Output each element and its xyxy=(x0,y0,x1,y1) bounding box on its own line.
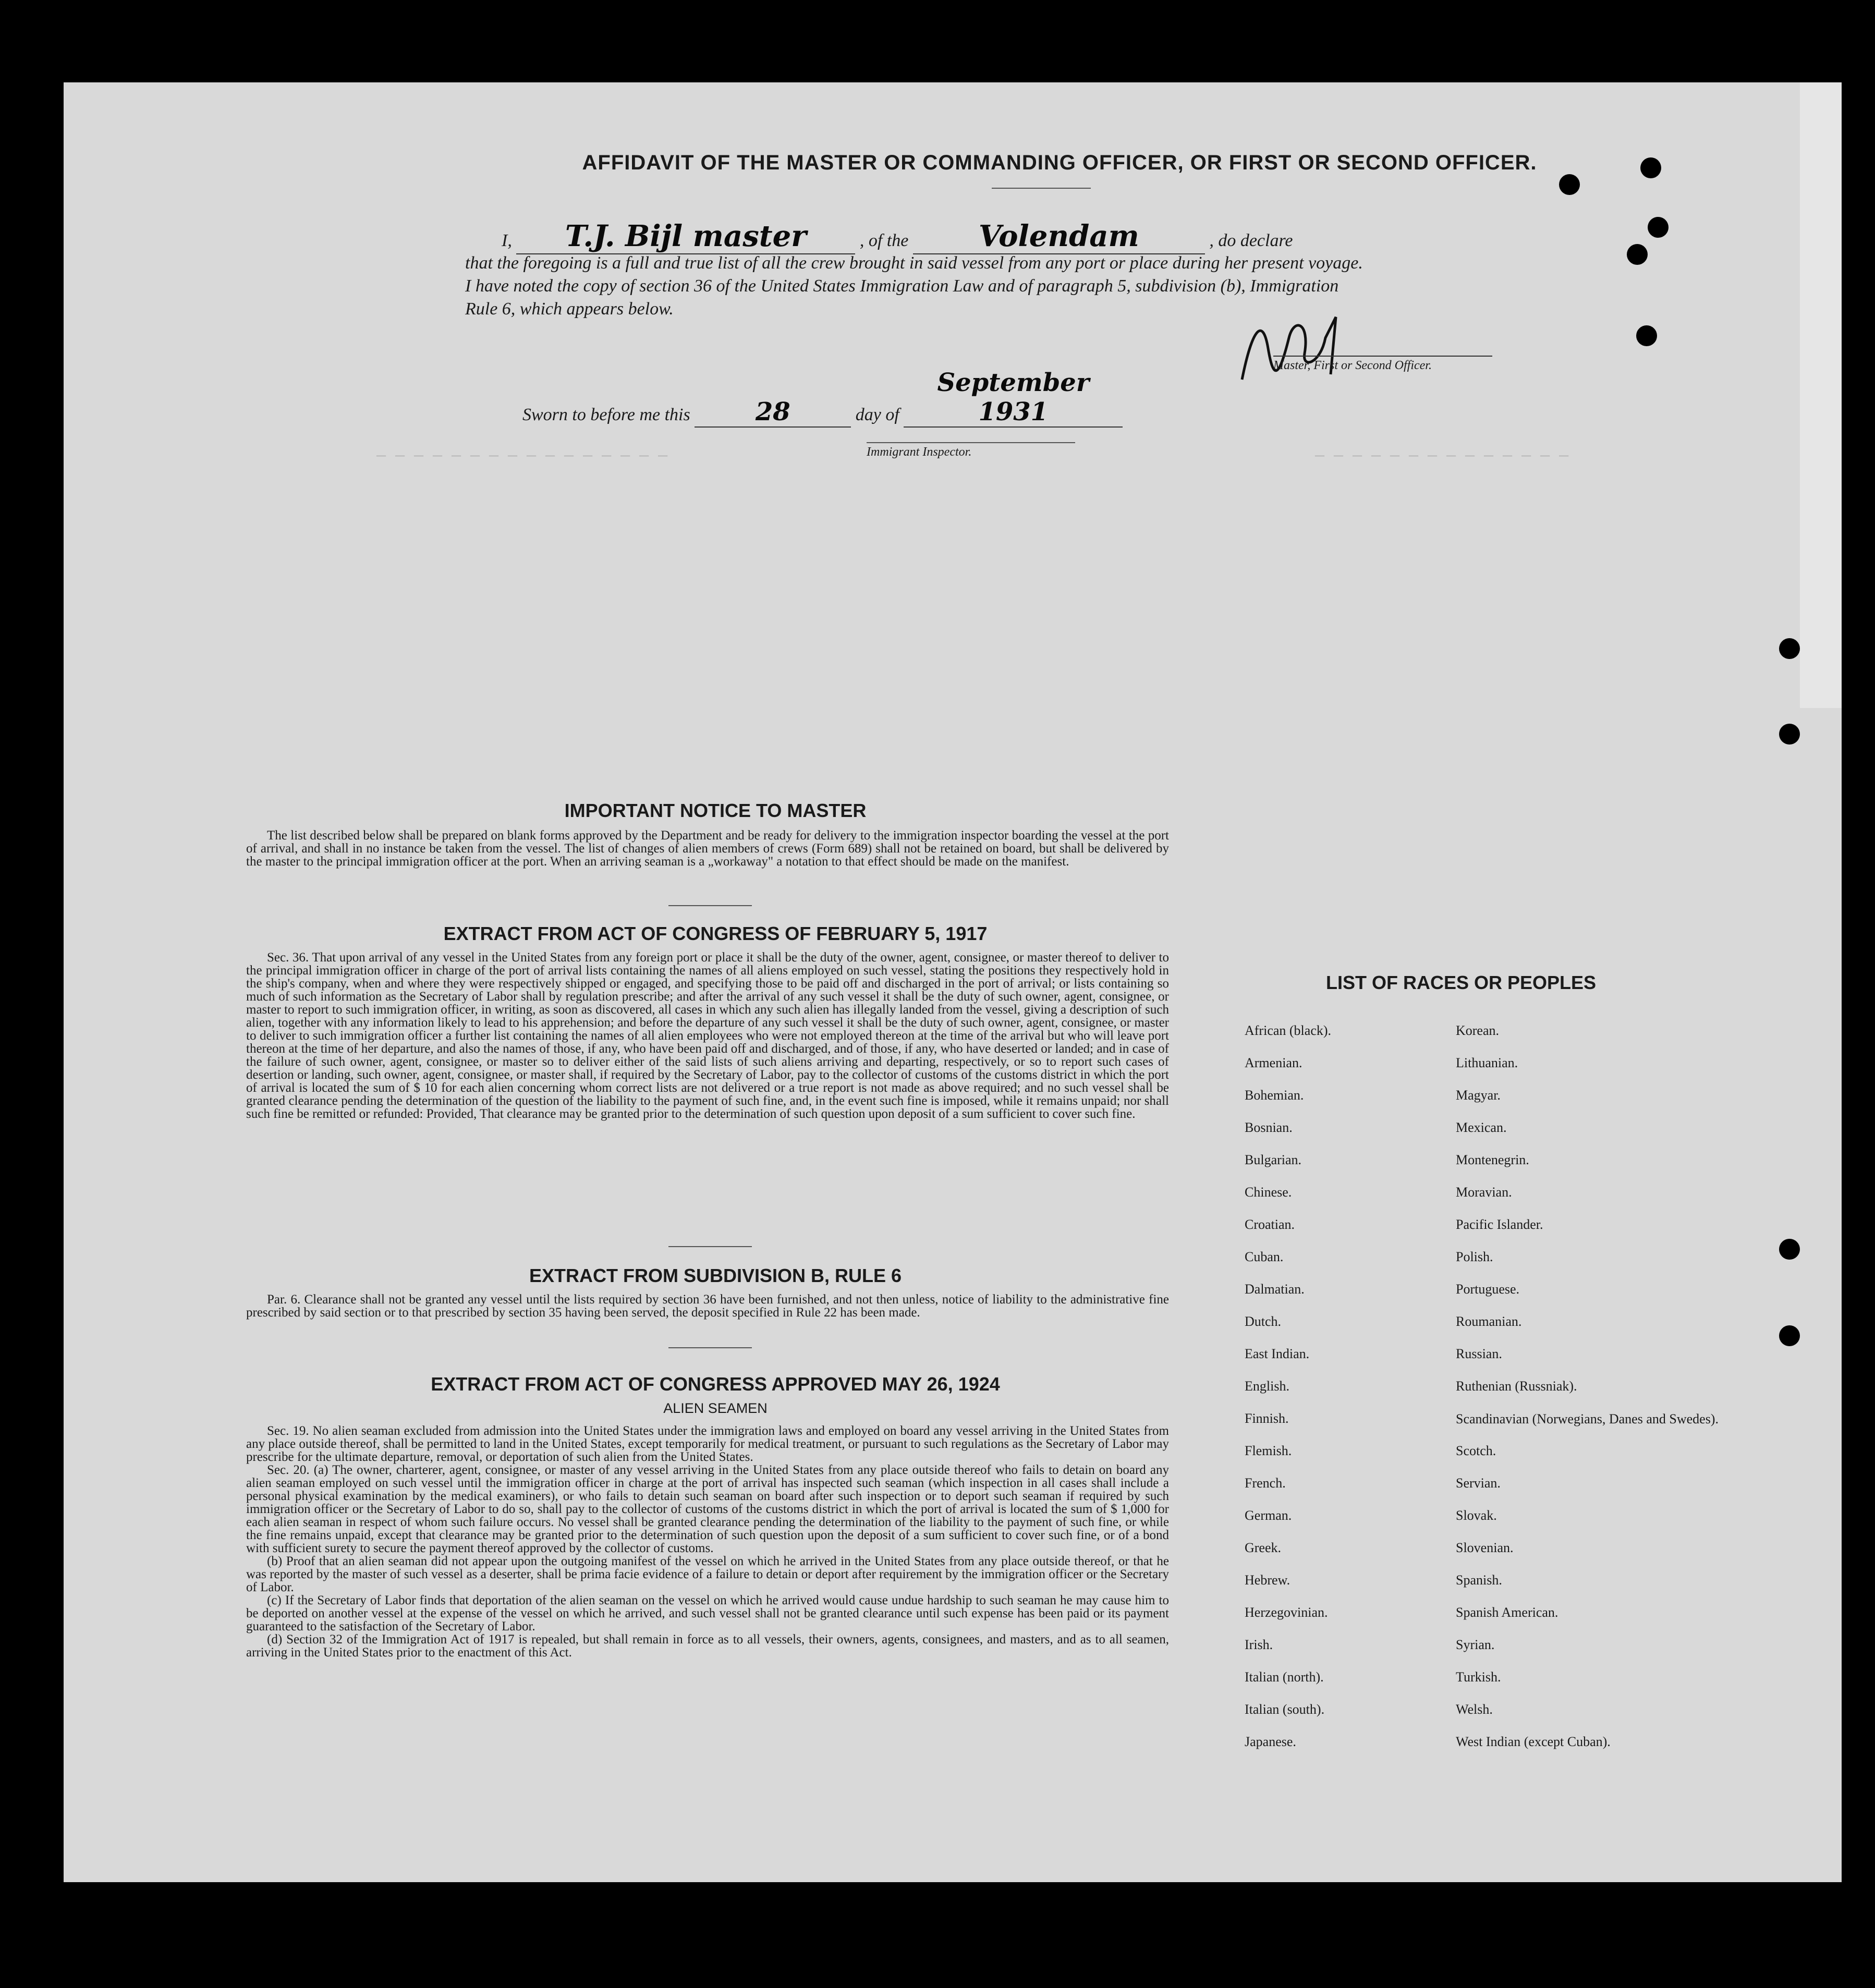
act1924-sec20c: (c) If the Secretary of Labor finds that deportation of the alien seaman on the vessel on which he arrived would cause undue hardship to such seaman he may cause him to be deported on another vessel at the expense of the vessel on which he arrived, and such vessel shall not be granted clearance until such expense has been paid or its payment guaranteed to the satisfaction of the Secretary of Labor. xyxy=(246,1593,1169,1633)
race-item: African (black). xyxy=(1245,1023,1332,1038)
race-item: Hebrew. xyxy=(1245,1572,1290,1588)
race-item: Italian (north). xyxy=(1245,1669,1324,1685)
race-item: Turkish. xyxy=(1456,1669,1501,1685)
race-item: Dalmatian. xyxy=(1245,1282,1305,1297)
punch-hole xyxy=(1779,724,1800,745)
race-item: German. xyxy=(1245,1508,1292,1523)
race-item: Pacific Islander. xyxy=(1456,1217,1543,1232)
punch-hole xyxy=(1648,217,1669,238)
race-item: English. xyxy=(1245,1379,1289,1394)
race-item: Roumanian. xyxy=(1456,1314,1522,1329)
race-item: Russian. xyxy=(1456,1346,1502,1361)
act1924-sec20b: (b) Proof that an alien seaman did not appear upon the outgoing manifest of the vessel on which he arrived in the United States from any place outside thereof, or that he was reported by the master of such vessel as a deserter, shall be prima facie evidence of a failure to detain or deport after requirement by the immigration officer or the Secretary of Labor. xyxy=(246,1554,1169,1594)
race-item: Syrian. xyxy=(1456,1637,1495,1652)
punch-hole xyxy=(1779,1325,1800,1346)
race-item: French. xyxy=(1245,1475,1286,1491)
act1924-sec20d: (d) Section 32 of the Immigration Act of 1917 is repealed, but shall remain in force as to all vessels, their owners, agents, consignees, and masters, and as to all seamen, arriving in the United States prior to the enactment of this Act. xyxy=(246,1632,1169,1660)
race-item: Croatian. xyxy=(1245,1217,1295,1232)
race-item: Slovenian. xyxy=(1456,1540,1514,1555)
punch-hole xyxy=(1779,638,1800,659)
race-item: Scandinavian (Norwegians, Danes and Swedes). xyxy=(1456,1411,1719,1426)
act1924-sec20a: Sec. 20. (a) The owner, charterer, agent, consignee, or master of any vessel arriving in the United States from any place outside thereof who fails to detain on board any alien seaman employed on such vessel until the immigration officer in charge at the port of arrival has inspected such seaman (which inspection in all cases shall include a personal physical examination by the medical examiners), or who fails to detain such seaman on board after such inspection or to deport such seaman if required by such immigration officer or the Secretary of Labor to do so, shall pay to the collector of customs of the customs district in which the port of arrival is located the sum of $ 1,000 for each alien seaman in respect of whom such failure occurs. No vessel shall be granted clearance pending the determination of the liability to the payment of such fine, or while the fine remains unpaid, except that clearance may be granted prior to the determination of such question upon the deposit of a sum sufficient to cover such fine, or of a bond with sufficient surety to secure the payment thereof approved by the collector of customs. xyxy=(246,1463,1169,1555)
race-item: East Indian. xyxy=(1245,1346,1310,1361)
act1924-text xyxy=(246,1424,1169,1659)
races-title: LIST OF RACES OR PEOPLES xyxy=(1325,972,1597,993)
race-item: Mexican. xyxy=(1456,1120,1507,1135)
affidavit-title: AFFIDAVIT OF THE MASTER OR COMMANDING OFFICER, OR FIRST OR SECOND OFFICER. xyxy=(582,151,1537,174)
sworn-date-handwritten: September 1931 xyxy=(904,368,1123,428)
master-name-handwritten: T.J. Bijl master xyxy=(516,219,855,254)
rule6-paragraph: Par. 6. Clearance shall not be granted any vessel until the lists required by section 36 have been furnished, and not then unless, notice of liability to the administrative fine prescribed by said section or to that prescribed by section 35 having been served, the deposit specified in Rule 22 has been made. xyxy=(246,1292,1169,1320)
signature-caption: Master, First or Second Officer. xyxy=(1273,356,1492,373)
races-right-column xyxy=(1456,1015,1727,1758)
affidavit-line4: Rule 6, which appears below. xyxy=(465,299,674,319)
bleed-through: — — — — — — — — — — — — — — xyxy=(1315,447,1569,465)
affidavit-line2: that the foregoing is a full and true list of all the crew brought in said vessel from any port or place during her present voyage. xyxy=(465,253,1363,273)
vessel-name-handwritten: Volendam xyxy=(913,219,1205,254)
race-item: Lithuanian. xyxy=(1456,1055,1518,1070)
race-item: West Indian (except Cuban). xyxy=(1456,1734,1611,1749)
divider xyxy=(992,188,1091,189)
affidavit-of-the: , of the xyxy=(859,231,909,250)
act1924-title: EXTRACT FROM ACT OF CONGRESS APPROVED MAY 26, 1924 xyxy=(431,1373,1000,1395)
race-item: Bosnian. xyxy=(1245,1120,1293,1135)
race-item: Magyar. xyxy=(1456,1088,1501,1103)
rule6-title: EXTRACT FROM SUBDIVISION B, RULE 6 xyxy=(529,1265,902,1286)
affidavit-line1-end: , do declare xyxy=(1209,231,1293,250)
race-item: Servian. xyxy=(1456,1475,1501,1491)
act1917-title: EXTRACT FROM ACT OF CONGRESS OF FEBRUARY 5, 1917 xyxy=(443,923,988,944)
race-item: Welsh. xyxy=(1456,1702,1493,1717)
act1917-paragraph: Sec. 36. That upon arrival of any vessel in the United States from any foreign port or place it shall be the duty of the owner, agent, consignee, or master thereof to deliver to the principal immigration officer in charge of the port of arrival lists containing the names of all aliens employed on such vessel, stating the positions they respectively hold in the ship's company, when and where they were respectively shipped or engaged, and specifying those to be paid off and discharged in the port of arrival; or lists containing so much of such information as the Secretary of Labor shall by regulation prescribe; and after the arrival of any such vessel it shall be the duty of such owner, agent, consignee, or master to report to such immigration officer, in writing, as soon as discovered, all cases in which any such alien has illegally landed from the vessel, giving a description of such alien, together with any information likely to lead to his apprehension; and before the departure of any such vessel it shall be the duty of such owner, agent, consignee, or master to deliver to such immigration officer a further list containing the names of all alien employees who were not employed thereon at the time of the arrival but who will leave port thereon at the time of her departure, and also the names of those, if any, who have been paid off and discharged, and of those, if any, who have deserted or landed; and in case of the failure of such owner, agent, consignee, or master so to deliver either of the said lists of such aliens arriving and departing, respectively, or so to report such cases of desertion or landing, such owner, agent, consignee, or master shall, if required by the Secretary of Labor, pay to the collector of customs of the customs district in which the port of arrival is located the sum of $ 10 for each alien concerning whom correct lists are not delivered or a true report is not made as above required; and no such vessel shall be granted clearance pending the determination of the question of the liability to the payment of such fine, and, in the event such fine is imposed, while it remains unpaid; nor shall such fine be remitted or refunded: Provided, That clearance may be granted prior to the determination of such question upon deposit of a sum sufficient to cover such fine. xyxy=(246,950,1169,1121)
bleed-through: — — — — — — — — — — — — — — — — xyxy=(376,447,668,465)
sworn-prefix: Sworn to before me this xyxy=(522,405,690,424)
affidavit-i-label: I, xyxy=(502,231,512,250)
act1924-subtitle: ALIEN SEAMEN xyxy=(663,1400,768,1416)
race-item: Herzegovinian. xyxy=(1245,1605,1328,1620)
race-item: Flemish. xyxy=(1245,1443,1292,1458)
race-item: Spanish American. xyxy=(1456,1605,1559,1620)
day-of: day of xyxy=(855,405,899,424)
race-item: Scotch. xyxy=(1456,1443,1496,1458)
divider xyxy=(668,1246,752,1247)
races-left-column xyxy=(1245,1015,1448,1758)
affidavit-line3: I have noted the copy of section 36 of the United States Immigration Law and of paragraph 5, subdivision (b), Immigration xyxy=(465,276,1339,296)
document-page xyxy=(64,82,1842,1882)
race-item: Japanese. xyxy=(1245,1734,1296,1749)
race-item: Italian (south). xyxy=(1245,1702,1325,1717)
race-item: Moravian. xyxy=(1456,1185,1512,1200)
punch-hole xyxy=(1627,244,1648,265)
sworn-day-handwritten: 28 xyxy=(695,397,851,428)
race-item: Bohemian. xyxy=(1245,1088,1304,1103)
race-item: Spanish. xyxy=(1456,1572,1502,1588)
act1924-sec19: Sec. 19. No alien seaman excluded from admission into the United States under the immigration laws and employed on board any vessel arriving in the United States from any place outside thereof, shall be permitted to land in the United States, except temporarily for medical treatment, or pursuant to such regulations as the Secretary of Labor may prescribe for the ultimate departure, removal, or deportation of such alien from the United States. xyxy=(246,1424,1169,1464)
race-item: Irish. xyxy=(1245,1637,1273,1652)
race-item: Bulgarian. xyxy=(1245,1152,1302,1167)
notice-text xyxy=(246,829,1169,868)
race-item: Greek. xyxy=(1245,1540,1282,1555)
race-item: Armenian. xyxy=(1245,1055,1302,1070)
notice-title: IMPORTANT NOTICE TO MASTER xyxy=(564,800,867,821)
affidavit-line1 xyxy=(502,219,1544,254)
race-item: Korean. xyxy=(1456,1023,1500,1038)
race-item: Ruthenian (Russniak). xyxy=(1456,1379,1577,1394)
punch-hole xyxy=(1640,157,1661,178)
race-item: Slovak. xyxy=(1456,1508,1497,1523)
race-item: Portuguese. xyxy=(1456,1282,1520,1297)
sworn-line xyxy=(522,368,1305,428)
act1917-text xyxy=(246,951,1169,1120)
punch-hole xyxy=(1636,325,1657,346)
divider xyxy=(668,905,752,906)
notice-paragraph: The list described below shall be prepared on blank forms approved by the Department and be ready for delivery to the immigration inspector boarding the vessel at the port of arrival, and shall in no instance be taken from the vessel. The list of changes of alien members of crews (Form 689) shall not be retained on board, but shall be delivered by the master to the principal immigration officer at the port. When an arriving seaman is a „workaway" a notation to that effect should be made on the manifest. xyxy=(246,828,1169,869)
race-item: Dutch. xyxy=(1245,1314,1282,1329)
race-item: Finnish. xyxy=(1245,1411,1289,1426)
race-item: Polish. xyxy=(1456,1249,1493,1264)
punch-hole xyxy=(1779,1239,1800,1260)
punch-hole xyxy=(1559,174,1580,195)
race-item: Chinese. xyxy=(1245,1185,1292,1200)
inspector-caption: Immigrant Inspector. xyxy=(867,442,1075,459)
race-item: Cuban. xyxy=(1245,1249,1284,1264)
rule6-text xyxy=(246,1293,1169,1319)
divider xyxy=(668,1347,752,1348)
race-item: Montenegrin. xyxy=(1456,1152,1529,1167)
page-curl xyxy=(1800,82,1842,708)
